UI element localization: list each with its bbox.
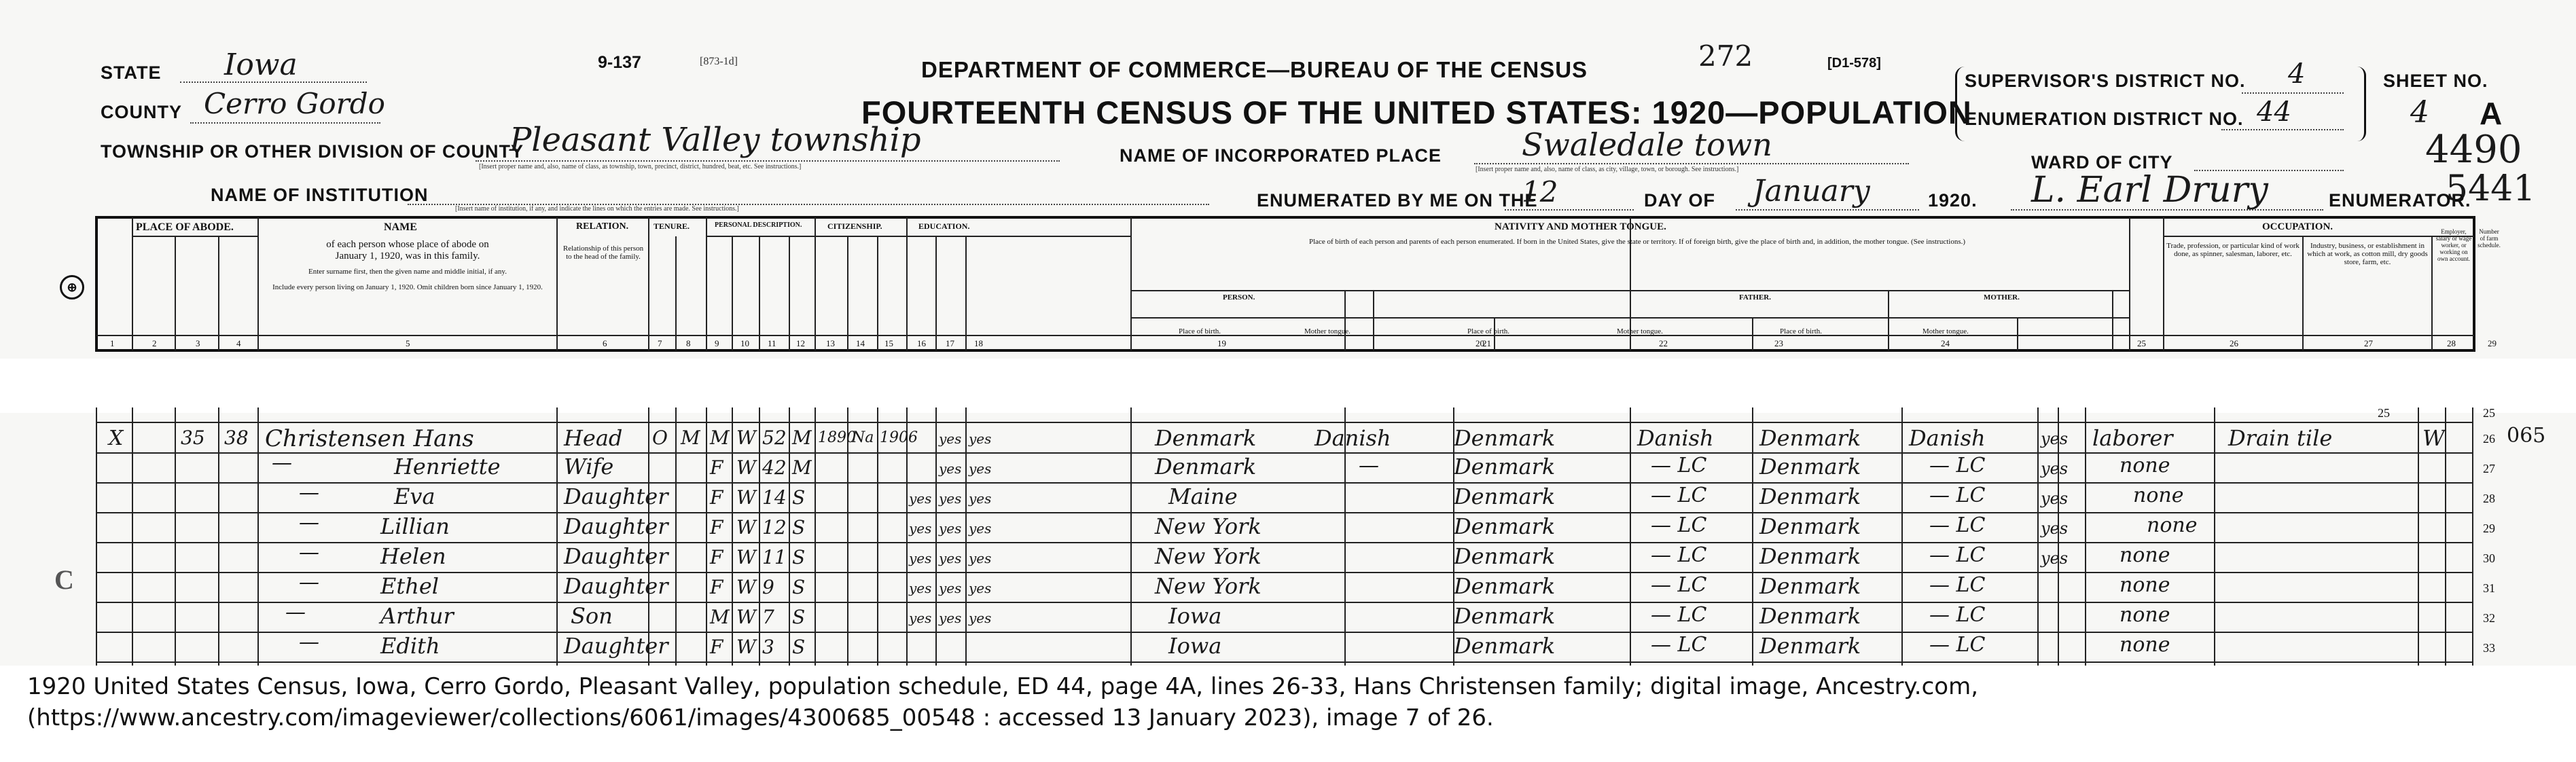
col-num: 16 (917, 338, 926, 348)
row-32-ditto: — (285, 600, 306, 624)
row-27-trade: none (2119, 454, 2170, 477)
row-33-age: 3 (762, 636, 774, 658)
sheet-label: SHEET NO. (2383, 71, 2488, 91)
row-29-sex: F (710, 516, 723, 539)
col-num: 6 (603, 338, 607, 348)
col-num: 15 (884, 338, 893, 348)
row-27-mother-tongue: — LC (1929, 454, 1986, 477)
row-29-race: W (736, 516, 756, 539)
row-27-tongue: — (1359, 454, 1379, 477)
row-32-trade: none (2119, 603, 2170, 627)
hdr-personal-description: PERSONAL DESCRIPTION. (715, 221, 802, 229)
row-28-write: yes (969, 490, 992, 507)
enum-district-label: ENUMERATION DISTRICT NO. (1965, 109, 2244, 129)
enumerated-label: ENUMERATED BY ME ON THE (1257, 190, 1538, 211)
row-26-family: 38 (224, 427, 249, 449)
state-underline (180, 81, 367, 83)
line-number: 33 (2483, 641, 2495, 655)
column-number-row (96, 338, 2503, 352)
row-30-sex: F (710, 546, 723, 568)
form-number: 9-137 (598, 53, 641, 72)
place-underline (1474, 163, 1909, 164)
row-32-race: W (736, 606, 756, 628)
row-28-name: Eva (394, 484, 435, 509)
row-32-school: yes (909, 610, 932, 626)
row-27-english: yes (2041, 459, 2069, 478)
hdr-name-desc-1: of each person whose place of abode on (326, 239, 489, 250)
row-31-marital: S (792, 576, 806, 598)
row-31-relation: Daughter (564, 573, 668, 599)
hdr-name-desc-4: Include every person living on January 1, 1920. Omit children born since January 1, 1920. (272, 283, 543, 291)
hdr-trade: Trade, profession, or particular kind of work done, as spinner, salesman, laborer, etc. (2166, 242, 2300, 258)
place-label: NAME OF INCORPORATED PLACE (1120, 145, 1442, 166)
row-31-father-birth: Denmark (1454, 573, 1556, 599)
institution-label: NAME OF INSTITUTION (211, 185, 429, 205)
hdr-name: NAME (384, 221, 417, 233)
row-30-read: yes (939, 550, 962, 566)
hdr-tenure: TENURE. (654, 221, 690, 231)
row-30-mother-birth: Denmark (1759, 543, 1861, 569)
row-30-english: yes (2041, 549, 2069, 568)
row-28-trade: none (2133, 484, 2184, 507)
row-32-name: Arthur (380, 603, 454, 629)
col-num: 25 (2137, 338, 2146, 348)
row-28-ditto: — (299, 481, 319, 505)
col-num: 11 (768, 338, 776, 348)
row-29-school: yes (909, 520, 932, 537)
row-27-name: Henriette (394, 454, 501, 479)
row-26-margin: 065 (2507, 424, 2546, 448)
row-30-write: yes (969, 550, 992, 566)
row-32-sex: M (710, 606, 730, 628)
col-num: 10 (740, 338, 749, 348)
row-29-father-tongue: — LC (1651, 513, 1707, 537)
enumerator-underline (2011, 209, 2323, 211)
row-26-nat: Na (852, 429, 874, 446)
row-33-father-tongue: — LC (1651, 633, 1707, 657)
row-28-mother-tongue: — LC (1929, 484, 1986, 507)
row-29-mother-tongue: — LC (1929, 513, 1986, 537)
row-28-read: yes (939, 490, 962, 507)
row-29-birth: New York (1155, 513, 1262, 539)
supervisor-underline (2242, 92, 2344, 94)
row-32-write: yes (969, 610, 992, 626)
enum-month-underline (1736, 209, 1919, 211)
row-26-employer: W (2422, 425, 2445, 451)
row-26-race: W (736, 427, 756, 449)
row-32-marital: S (792, 606, 806, 628)
row-32-father-tongue: — LC (1651, 603, 1707, 627)
row-26-name: Christensen Hans (265, 425, 474, 452)
col-num: 27 (2364, 338, 2373, 348)
col-num: 7 (658, 338, 662, 348)
hdr-father: FATHER. (1739, 293, 1771, 302)
hdr-mother-birth: Place of birth. (1780, 327, 1823, 335)
col-num: 21 (1482, 338, 1491, 348)
row-27-marital: M (792, 456, 812, 479)
hdr-industry: Industry, business, or establishment in which at work, as cotton mill, dry goods store, farm, etc. (2307, 242, 2428, 266)
enum-day: 12 (1522, 175, 1558, 208)
line-number-left: 25 (2378, 406, 2390, 420)
row-26-nat-year: 1906 (880, 429, 918, 446)
row-26-father-birth: Denmark (1454, 425, 1556, 451)
row-32-age: 7 (762, 606, 774, 628)
col-num: 8 (686, 338, 691, 348)
county-label: COUNTY (101, 102, 182, 122)
row-26-mark: X (109, 427, 124, 450)
row-27-relation: Wife (564, 454, 614, 479)
col-num: 18 (974, 338, 983, 348)
row-28-marital: S (792, 486, 806, 509)
county-underline (190, 122, 380, 124)
line-number: 30 (2483, 551, 2495, 565)
hdr-employer: Employer, salary or wage worker, or working on own account. (2435, 228, 2472, 262)
hdr-father-birth: Place of birth. (1467, 327, 1510, 335)
row-27-mother-birth: Denmark (1759, 454, 1861, 479)
citation-line-2: (https://www.ancestry.com/imageviewer/collections/6061/images/4300685_00548 : accessed 13 January 2023), image 7 of 26. (27, 704, 1494, 731)
row-29-father-birth: Denmark (1454, 513, 1556, 539)
hdr-relation-desc: Relationship of this person to the head of the family. (562, 244, 644, 261)
row-28-english: yes (2041, 489, 2069, 508)
line-number: 29 (2483, 522, 2495, 535)
citation-caption (27, 671, 2541, 733)
row-28-mother-birth: Denmark (1759, 484, 1861, 509)
col-num: 14 (856, 338, 865, 348)
row-28-father-tongue: — LC (1651, 484, 1707, 507)
hdr-relation: RELATION. (576, 221, 629, 232)
row-30-ditto: — (299, 541, 319, 564)
row-29-ditto: — (299, 511, 319, 534)
hdr-person: PERSON. (1223, 293, 1255, 302)
row-31-ditto: — (299, 570, 319, 594)
row-29-marital: S (792, 516, 806, 539)
enum-district-underline (2221, 129, 2344, 130)
hdr-person-tongue: Mother tongue. (1304, 327, 1350, 335)
row-32-relation: Son (571, 603, 613, 629)
line-number: 26 (2483, 432, 2495, 446)
row-30-father-birth: Denmark (1454, 543, 1556, 569)
row-31-birth: New York (1155, 573, 1262, 599)
row-31-sex: F (710, 576, 723, 598)
col-num: 20 (1475, 338, 1484, 348)
hdr-person-birth: Place of birth. (1179, 327, 1221, 335)
row-26-marital: M (792, 427, 812, 449)
row-26-age: 52 (762, 427, 787, 449)
row-30-school: yes (909, 550, 932, 566)
excerpt-gap (0, 359, 2576, 413)
row-26-father-tongue: Danish (1637, 425, 1714, 451)
row-28-relation: Daughter (564, 484, 668, 509)
row-32-mother-birth: Denmark (1759, 603, 1861, 629)
row-31-age: 9 (762, 576, 774, 598)
row-33-father-birth: Denmark (1454, 633, 1556, 659)
enum-month: January (1753, 174, 1870, 208)
form-code: [873-1d] (700, 56, 738, 67)
hdr-occupation: OCCUPATION. (2262, 221, 2333, 232)
state-label: STATE (101, 62, 162, 83)
row-33-race: W (736, 636, 756, 658)
row-27-read: yes (939, 460, 962, 477)
row-31-trade: none (2119, 573, 2170, 597)
row-28-school: yes (909, 490, 932, 507)
row-31-father-tongue: — LC (1651, 573, 1707, 597)
row-29-mother-birth: Denmark (1759, 513, 1861, 539)
row-27-father-tongue: — LC (1651, 454, 1707, 477)
line-number: 27 (2483, 462, 2495, 475)
row-26-immig: 1890 (818, 429, 856, 446)
col-num: 28 (2447, 338, 2456, 348)
row-32-read: yes (939, 610, 962, 626)
margin-number-1: 4490 (2425, 128, 2522, 172)
row-27-age: 42 (762, 456, 787, 479)
district-bracket-right (2357, 67, 2366, 141)
col-num: 3 (196, 338, 200, 348)
row-26-tongue: Danish (1314, 425, 1391, 451)
col-num: 23 (1774, 338, 1783, 348)
row-27-sex: F (710, 456, 723, 479)
row-33-trade: none (2119, 633, 2170, 657)
hdr-father-tongue: Mother tongue. (1617, 327, 1663, 335)
hdr-mother-tongue: Mother tongue. (1922, 327, 1969, 335)
hdr-citizenship: CITIZENSHIP. (827, 221, 882, 231)
row-33-marital: S (792, 636, 806, 658)
row-29-english: yes (2041, 519, 2069, 538)
hdr-nativity-desc: Place of birth of each person and parents of each person enumerated. If born in the United States, give the state or territory. If of foreign birth, give the place of birth and, in addition, the mother tongue. (See instructions.) (1308, 238, 1966, 246)
row-31-mother-tongue: — LC (1929, 573, 1986, 597)
row-28-birth: Maine (1168, 484, 1238, 509)
row-32-birth: Iowa (1168, 603, 1222, 629)
enum-year: 1920. (1928, 190, 1978, 211)
row-31-mother-birth: Denmark (1759, 573, 1861, 599)
row-26-read: yes (939, 431, 962, 447)
row-26-industry: Drain tile (2228, 425, 2333, 451)
row-27-ditto: — (272, 451, 292, 475)
row-30-trade: none (2119, 543, 2170, 567)
col-num: 26 (2230, 338, 2238, 348)
place-value: Swaledale town (1522, 126, 1772, 163)
place-note: [Insert proper name and, also, name of class, as city, village, town, or borough. See instructions.] (1475, 166, 1739, 173)
row-30-father-tongue: — LC (1651, 543, 1707, 567)
left-margin-letter: C (54, 564, 74, 595)
row-33-ditto: — (299, 630, 319, 654)
row-29-name: Lillian (380, 513, 450, 539)
row-27-birth: Denmark (1155, 454, 1257, 479)
township-note: [Insert proper name and, also, name of class, as township, town, precinct, district, hundred, beat, etc. See instructions.] (479, 163, 802, 170)
census-title: FOURTEENTH CENSUS OF THE UNITED STATES: 1920—POPULATION (861, 94, 1972, 130)
row-26-mother-birth: Denmark (1759, 425, 1861, 451)
row-26-owned: O (652, 427, 668, 449)
line-number: 25 (2483, 406, 2495, 420)
ward-label: WARD OF CITY (2031, 152, 2173, 173)
row-33-name: Edith (380, 633, 440, 659)
row-33-sex: F (710, 636, 723, 658)
row-27-father-birth: Denmark (1454, 454, 1556, 479)
hdr-name-desc (272, 239, 543, 293)
row-29-write: yes (969, 520, 992, 537)
margin-number-2: 5441 (2446, 168, 2536, 209)
row-32-father-birth: Denmark (1454, 603, 1556, 629)
col-num: 2 (152, 338, 157, 348)
row-29-age: 12 (762, 516, 787, 539)
row-30-age: 11 (762, 546, 787, 568)
row-31-race: W (736, 576, 756, 598)
hdr-farm-schedule: Number of farm schedule. (2477, 228, 2501, 249)
col-num: 1 (110, 338, 115, 348)
row-30-name: Helen (380, 543, 446, 569)
row-31-name: Ethel (380, 573, 439, 599)
file-code: [D1-578] (1827, 56, 1881, 71)
enum-day-underline (1505, 209, 1634, 211)
citation-line-1: 1920 United States Census, Iowa, Cerro Gordo, Pleasant Valley, population schedule, ED 44, page 4A, lines 26-33, Hans Christensen family; digital image, Ancestry.com, (27, 673, 1979, 700)
sheet-letter: A (2480, 96, 2503, 131)
day-of-label: DAY OF (1644, 190, 1716, 211)
row-28-sex: F (710, 486, 723, 509)
row-28-father-birth: Denmark (1454, 484, 1556, 509)
row-30-relation: Daughter (564, 543, 668, 569)
stamp-number: 272 (1698, 39, 1753, 73)
row-30-race: W (736, 546, 756, 568)
supervisor-label: SUPERVISOR'S DISTRICT NO. (1965, 71, 2246, 91)
hdr-mother: MOTHER. (1984, 293, 2020, 302)
col-num: 19 (1217, 338, 1226, 348)
hdr-education: EDUCATION. (918, 221, 970, 231)
hdr-place-of-abode: PLACE OF ABODE. (136, 221, 234, 233)
row-33-relation: Daughter (564, 633, 668, 659)
township-underline (476, 160, 1060, 162)
row-26-sex: M (710, 427, 730, 449)
supervisor-value: 4 (2288, 58, 2306, 90)
col-num: 22 (1659, 338, 1668, 348)
department-heading: DEPARTMENT OF COMMERCE—BUREAU OF THE CENSUS (921, 57, 1588, 82)
township-value: Pleasant Valley township (509, 121, 921, 159)
col-num: 9 (715, 338, 719, 348)
row-27-write: yes (969, 460, 992, 477)
row-30-marital: S (792, 546, 806, 568)
row-26-dwelling: 35 (181, 427, 205, 449)
row-29-read: yes (939, 520, 962, 537)
punch-hole-icon: ⊕ (60, 275, 84, 300)
row-28-age: 14 (762, 486, 787, 509)
col-num: 13 (826, 338, 835, 348)
sheet-value: 4 (2410, 95, 2429, 130)
line-number: 32 (2483, 611, 2495, 625)
col-num: 29 (2488, 338, 2497, 348)
state-value: Iowa (224, 48, 298, 82)
row-31-write: yes (969, 580, 992, 596)
enumerator-label: ENUMERATOR. (2329, 190, 2471, 211)
row-30-birth: New York (1155, 543, 1262, 569)
col-num: 24 (1941, 338, 1950, 348)
row-31-read: yes (939, 580, 962, 596)
row-29-relation: Daughter (564, 513, 668, 539)
row-33-mother-tongue: — LC (1929, 633, 1986, 657)
county-value: Cerro Gordo (204, 87, 385, 120)
township-label: TOWNSHIP OR OTHER DIVISION OF COUNTY (101, 141, 524, 162)
row-26-birth: Denmark (1155, 425, 1257, 451)
line-number: 31 (2483, 581, 2495, 595)
row-26-mortgage: M (681, 427, 700, 449)
enum-district-value: 44 (2257, 96, 2291, 128)
row-30-mother-tongue: — LC (1929, 543, 1986, 567)
col-num: 17 (946, 338, 954, 348)
row-27-race: W (736, 456, 756, 479)
institution-note: [Insert name of institution, if any, and indicate the lines on which the entries are made. See instructions.] (455, 205, 739, 213)
enumerator-name: L. Earl Drury (2031, 170, 2268, 211)
row-29-trade: none (2147, 513, 2198, 537)
row-26-mother-tongue: Danish (1909, 425, 1986, 451)
row-28-race: W (736, 486, 756, 509)
row-26-write: yes (969, 431, 992, 447)
col-num: 5 (406, 338, 410, 348)
row-26-trade: laborer (2092, 425, 2173, 451)
row-33-mother-birth: Denmark (1759, 633, 1861, 659)
hdr-name-desc-3: Enter surname first, then the given name and middle initial, if any. (308, 268, 507, 276)
hdr-name-desc-2: January 1, 1920, was in this family. (335, 251, 480, 261)
col-num: 12 (796, 338, 805, 348)
line-number: 28 (2483, 492, 2495, 505)
col-num: 4 (236, 338, 241, 348)
hdr-nativity: NATIVITY AND MOTHER TONGUE. (1495, 221, 1666, 232)
row-32-mother-tongue: — LC (1929, 603, 1986, 627)
row-31-school: yes (909, 580, 932, 596)
row-26-english: yes (2041, 429, 2069, 448)
row-26-relation: Head (564, 425, 623, 451)
row-33-birth: Iowa (1168, 633, 1222, 659)
